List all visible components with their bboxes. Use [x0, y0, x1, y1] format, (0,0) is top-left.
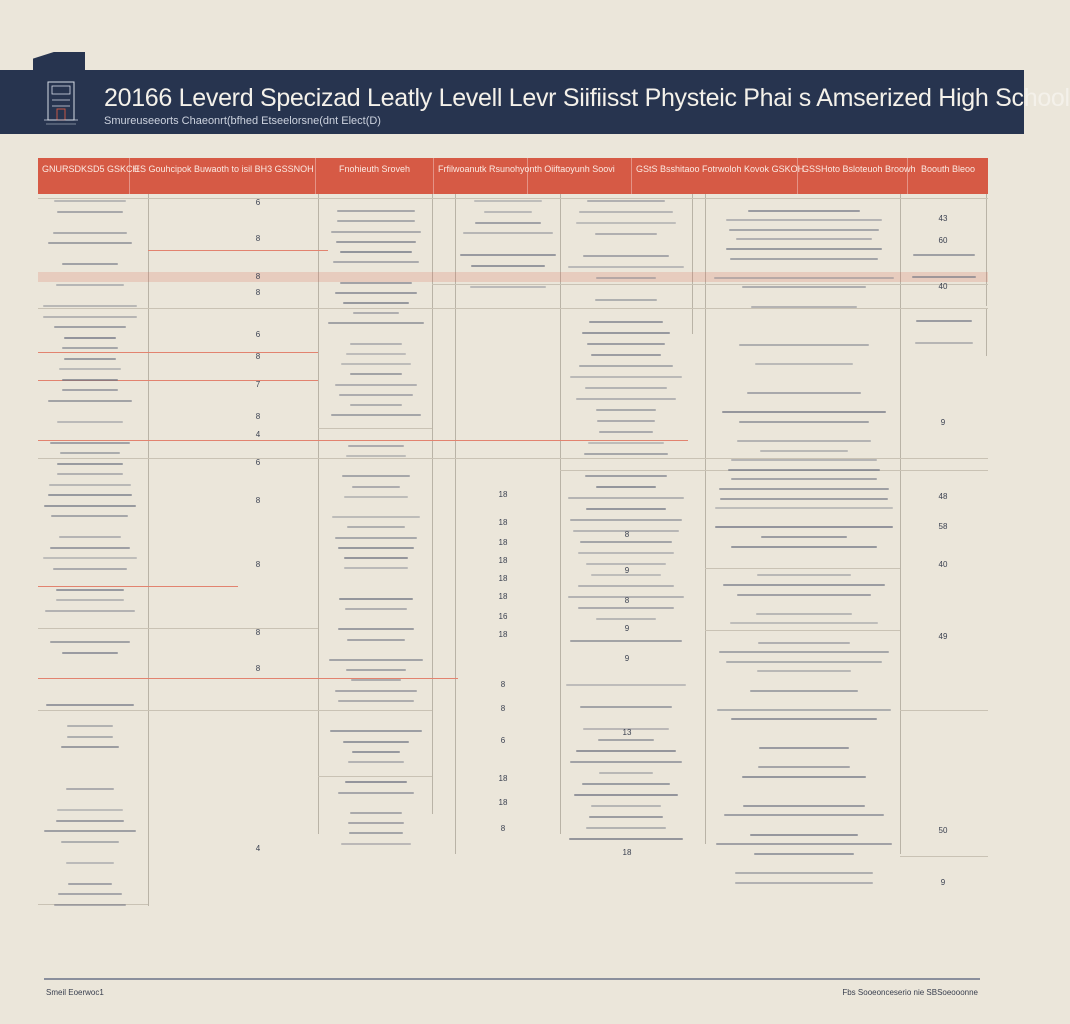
text-line	[588, 442, 663, 444]
footer-rule	[44, 978, 980, 980]
text-line	[48, 242, 132, 244]
text-line	[724, 814, 884, 816]
text-line	[335, 690, 417, 692]
text-line	[67, 725, 113, 727]
text-line	[330, 730, 422, 732]
text-line	[347, 526, 405, 528]
text-line	[582, 332, 670, 334]
table-cell: 9	[624, 566, 630, 575]
text-line	[758, 642, 851, 644]
table-cell: 18	[498, 556, 508, 565]
text-line	[598, 739, 654, 741]
table-cell: 18	[498, 592, 508, 601]
text-line	[62, 389, 118, 391]
text-line	[582, 783, 669, 785]
table-cell: 9	[940, 418, 946, 427]
table-cell: 48	[938, 492, 948, 501]
text-line	[757, 670, 850, 672]
text-line	[50, 442, 129, 444]
text-line	[599, 431, 653, 433]
text-line	[68, 883, 113, 885]
table-cell: 16	[498, 612, 508, 621]
table-cell: 8	[624, 530, 630, 539]
text-line	[341, 843, 410, 845]
text-line	[335, 292, 418, 294]
row-divider	[705, 630, 900, 631]
text-line	[352, 486, 401, 488]
text-line	[737, 440, 871, 442]
text-line	[58, 893, 121, 895]
text-line	[585, 387, 667, 389]
text-line	[591, 354, 662, 356]
text-line	[595, 299, 656, 301]
text-line	[731, 478, 877, 480]
text-line	[570, 376, 681, 378]
text-line	[48, 494, 132, 496]
table-cell: 8	[624, 596, 630, 605]
table-cell: 60	[938, 236, 948, 245]
text-line	[66, 862, 114, 864]
page-title: 20166 Leverd Specizad Leatly Levell Levr Siifiisst Physteic Phai s Amserized High School	[104, 84, 1070, 112]
text-line	[596, 618, 656, 620]
table-cell: 40	[938, 560, 948, 569]
table-cell: 13	[622, 728, 632, 737]
text-line	[50, 547, 129, 549]
text-line	[566, 684, 686, 686]
text-line	[338, 792, 414, 794]
text-line	[339, 598, 413, 600]
table-cell: 9	[624, 624, 630, 633]
text-line	[43, 557, 137, 559]
table-cell: 40	[938, 282, 948, 291]
text-line	[335, 384, 417, 386]
text-line	[57, 463, 123, 465]
text-line	[344, 496, 408, 498]
text-line	[591, 805, 660, 807]
text-line	[570, 640, 681, 642]
text-line	[348, 822, 404, 824]
text-line	[747, 392, 860, 394]
text-line	[717, 709, 892, 711]
text-line	[576, 398, 676, 400]
text-line	[346, 455, 407, 457]
text-line	[61, 841, 118, 843]
text-line	[578, 552, 674, 554]
text-line	[714, 277, 893, 279]
text-line	[54, 904, 125, 906]
text-line	[347, 639, 405, 641]
text-line	[350, 373, 403, 375]
text-line	[759, 747, 848, 749]
text-line	[51, 515, 128, 517]
text-line	[584, 453, 667, 455]
text-line	[333, 261, 420, 263]
text-line	[731, 718, 877, 720]
text-line	[341, 363, 411, 365]
text-line	[760, 450, 848, 452]
table-cell: 8	[500, 680, 506, 689]
table-cell: 8	[500, 824, 506, 833]
text-line	[580, 706, 671, 708]
text-line	[48, 400, 131, 402]
text-line	[583, 255, 670, 257]
text-line	[586, 563, 665, 565]
column-divider	[692, 194, 693, 334]
row-divider	[38, 308, 988, 309]
table-cell: 9	[624, 654, 630, 663]
text-line	[57, 421, 124, 423]
text-line	[570, 519, 681, 521]
row-divider	[432, 284, 988, 285]
text-line	[470, 286, 546, 288]
text-line	[329, 659, 423, 661]
text-line	[579, 211, 672, 213]
column-header: GStS Bsshitaoo Fotrwoloh Kovok GSKOH	[632, 158, 798, 194]
text-line	[60, 452, 120, 454]
table-cell: 6	[500, 736, 506, 745]
text-line	[587, 343, 665, 345]
text-line	[719, 488, 890, 490]
column-divider	[432, 194, 433, 814]
column-divider	[986, 194, 987, 306]
text-line	[915, 342, 973, 344]
text-line	[62, 652, 117, 654]
text-line	[719, 651, 889, 653]
text-line	[350, 404, 403, 406]
column-header: Frfilwoanutk Rsunohyonth	[434, 158, 528, 194]
text-line	[331, 414, 421, 416]
text-line	[45, 610, 136, 612]
row-divider	[38, 198, 988, 199]
table-cell: 8	[255, 496, 261, 505]
text-line	[761, 536, 848, 538]
row-divider	[148, 250, 328, 251]
text-line	[751, 306, 857, 308]
text-line	[748, 210, 860, 212]
text-line	[44, 830, 136, 832]
row-divider	[38, 440, 688, 441]
text-line	[62, 347, 117, 349]
text-line	[339, 394, 414, 396]
text-line	[340, 282, 413, 284]
table-cell: 7	[255, 380, 261, 389]
text-line	[331, 231, 421, 233]
table-cell: 50	[938, 826, 948, 835]
column-header: ES Gouhcipok Buwaoth to isil BH3 GSSNOH	[130, 158, 316, 194]
text-line	[56, 589, 123, 591]
text-line	[576, 750, 676, 752]
text-line	[61, 746, 120, 748]
text-line	[723, 584, 884, 586]
text-line	[729, 229, 880, 231]
text-line	[328, 322, 423, 324]
text-line	[340, 251, 412, 253]
text-line	[350, 343, 402, 345]
text-line	[587, 200, 665, 202]
table-cell: 18	[498, 574, 508, 583]
text-line	[586, 827, 666, 829]
text-line	[576, 222, 677, 224]
text-line	[338, 628, 414, 630]
text-line	[568, 497, 683, 499]
text-line	[50, 641, 130, 643]
schedule-table	[38, 158, 988, 918]
text-line	[53, 232, 127, 234]
text-line	[756, 613, 853, 615]
text-line	[474, 200, 541, 202]
text-line	[345, 781, 407, 783]
text-line	[726, 661, 883, 663]
text-line	[596, 486, 656, 488]
column-header: GNURSDKSD5 GSKCH	[38, 158, 130, 194]
text-line	[730, 622, 877, 624]
row-divider	[900, 856, 988, 857]
text-line	[731, 459, 877, 461]
text-line	[463, 232, 552, 234]
table-cell: 8	[500, 704, 506, 713]
text-line	[46, 704, 133, 706]
text-line	[728, 469, 880, 471]
text-line	[722, 411, 886, 413]
text-line	[580, 541, 672, 543]
column-divider	[900, 194, 901, 854]
text-line	[460, 254, 556, 256]
row-divider	[318, 776, 432, 777]
text-line	[56, 820, 123, 822]
text-line	[589, 321, 664, 323]
table-cell: 18	[498, 518, 508, 527]
text-line	[715, 507, 893, 509]
text-line	[739, 344, 868, 346]
text-line	[335, 537, 417, 539]
column-header: GSSHoto Bsloteuoh Broowh	[798, 158, 908, 194]
text-line	[731, 546, 878, 548]
text-line	[758, 766, 850, 768]
table-cell: 6	[255, 198, 261, 207]
table-cell: 18	[498, 630, 508, 639]
row-divider	[705, 568, 900, 569]
text-line	[349, 832, 404, 834]
text-line	[589, 816, 663, 818]
text-line	[57, 473, 123, 475]
row-divider	[318, 428, 432, 429]
table-cell: 18	[498, 798, 508, 807]
text-line	[337, 220, 416, 222]
page-subtitle: Smureuseeorts Chaeonrt(bfhed Etseelorsne(dnt Elect(D)	[104, 115, 381, 127]
text-line	[54, 326, 126, 328]
text-line	[596, 409, 657, 411]
text-line	[348, 761, 404, 763]
text-line	[350, 812, 401, 814]
text-line	[43, 316, 137, 318]
text-line	[730, 258, 879, 260]
text-line	[57, 211, 124, 213]
text-line	[59, 368, 121, 370]
row-divider	[900, 710, 988, 711]
text-line	[742, 776, 866, 778]
text-line	[715, 526, 893, 528]
text-line	[739, 421, 870, 423]
text-line	[912, 276, 977, 278]
text-line	[735, 872, 873, 874]
text-line	[743, 805, 865, 807]
text-line	[337, 210, 415, 212]
table-header-row	[38, 158, 988, 194]
text-line	[66, 788, 114, 790]
table-cell: 18	[498, 490, 508, 499]
text-line	[475, 222, 541, 224]
text-line	[352, 751, 400, 753]
column-divider	[560, 194, 561, 834]
text-line	[336, 241, 416, 243]
text-line	[49, 484, 131, 486]
column-divider	[455, 194, 456, 854]
text-line	[579, 365, 674, 367]
column-header: Boouth Bleoo	[920, 164, 976, 174]
text-line	[346, 669, 407, 671]
text-line	[595, 233, 657, 235]
text-line	[67, 736, 114, 738]
table-cell: 58	[938, 522, 948, 531]
text-line	[332, 516, 420, 518]
text-line	[569, 838, 684, 840]
row-divider	[38, 710, 432, 711]
text-line	[716, 843, 893, 845]
table-cell: 8	[255, 412, 261, 421]
text-line	[599, 772, 654, 774]
text-line	[344, 567, 409, 569]
text-line	[338, 700, 413, 702]
table-cell: 49	[938, 632, 948, 641]
text-line	[56, 284, 125, 286]
text-line	[353, 312, 399, 314]
text-line	[343, 741, 410, 743]
text-line	[62, 379, 118, 381]
text-line	[735, 882, 872, 884]
text-line	[757, 574, 851, 576]
text-line	[750, 690, 858, 692]
column-divider	[148, 194, 149, 906]
table-cell: 9	[940, 878, 946, 887]
text-line	[737, 594, 871, 596]
text-line	[344, 557, 407, 559]
text-line	[916, 320, 971, 322]
text-line	[345, 608, 407, 610]
text-line	[574, 794, 679, 796]
table-cell: 4	[255, 844, 261, 853]
column-divider	[986, 308, 987, 356]
table-cell: 18	[622, 848, 632, 857]
table-cell: 8	[255, 272, 261, 281]
text-line	[597, 420, 655, 422]
text-line	[755, 363, 854, 365]
text-line	[351, 679, 401, 681]
text-line	[750, 834, 858, 836]
text-line	[54, 200, 127, 202]
text-line	[338, 547, 414, 549]
table-cell: 18	[498, 538, 508, 547]
text-line	[471, 265, 544, 267]
text-line	[56, 599, 124, 601]
text-line	[59, 536, 121, 538]
text-line	[586, 508, 665, 510]
table-cell: 8	[255, 352, 261, 361]
text-line	[342, 475, 409, 477]
text-line	[62, 263, 118, 265]
table-cell: 18	[498, 774, 508, 783]
table-cell: 8	[255, 560, 261, 569]
table-cell: 6	[255, 330, 261, 339]
text-line	[568, 266, 684, 268]
text-line	[53, 568, 127, 570]
text-line	[754, 853, 853, 855]
text-line	[726, 248, 881, 250]
table-cell: 43	[938, 214, 948, 223]
text-line	[44, 505, 136, 507]
text-line	[570, 761, 682, 763]
column-header: Oiiftaoyunh Soovi	[528, 158, 632, 194]
text-line	[484, 211, 532, 213]
text-line	[57, 809, 122, 811]
table-cell: 8	[255, 628, 261, 637]
text-line	[742, 286, 867, 288]
column-header: Fnohieuth Sroveh	[316, 158, 434, 194]
column-divider	[705, 194, 706, 844]
text-line	[43, 305, 137, 307]
school-crest-icon	[42, 76, 82, 128]
text-line	[578, 607, 674, 609]
text-line	[343, 302, 410, 304]
text-line	[720, 498, 888, 500]
text-line	[726, 219, 882, 221]
table-cell: 8	[255, 664, 261, 673]
text-line	[64, 337, 116, 339]
table-cell: 8	[255, 288, 261, 297]
footer-left-note: Smeil Eoerwoc1	[46, 988, 104, 997]
text-line	[578, 585, 673, 587]
table-cell: 4	[255, 430, 261, 439]
text-line	[64, 358, 115, 360]
text-line	[913, 254, 974, 256]
text-line	[585, 475, 667, 477]
text-line	[596, 277, 655, 279]
table-cell: 8	[255, 234, 261, 243]
text-line	[346, 353, 406, 355]
column-divider	[318, 194, 319, 834]
footer-right-note: Fbs Sooeonceserio nie SBSoeooonne	[842, 988, 978, 997]
text-line	[348, 445, 404, 447]
row-divider	[38, 586, 238, 587]
text-line	[736, 238, 873, 240]
table-cell: 6	[255, 458, 261, 467]
